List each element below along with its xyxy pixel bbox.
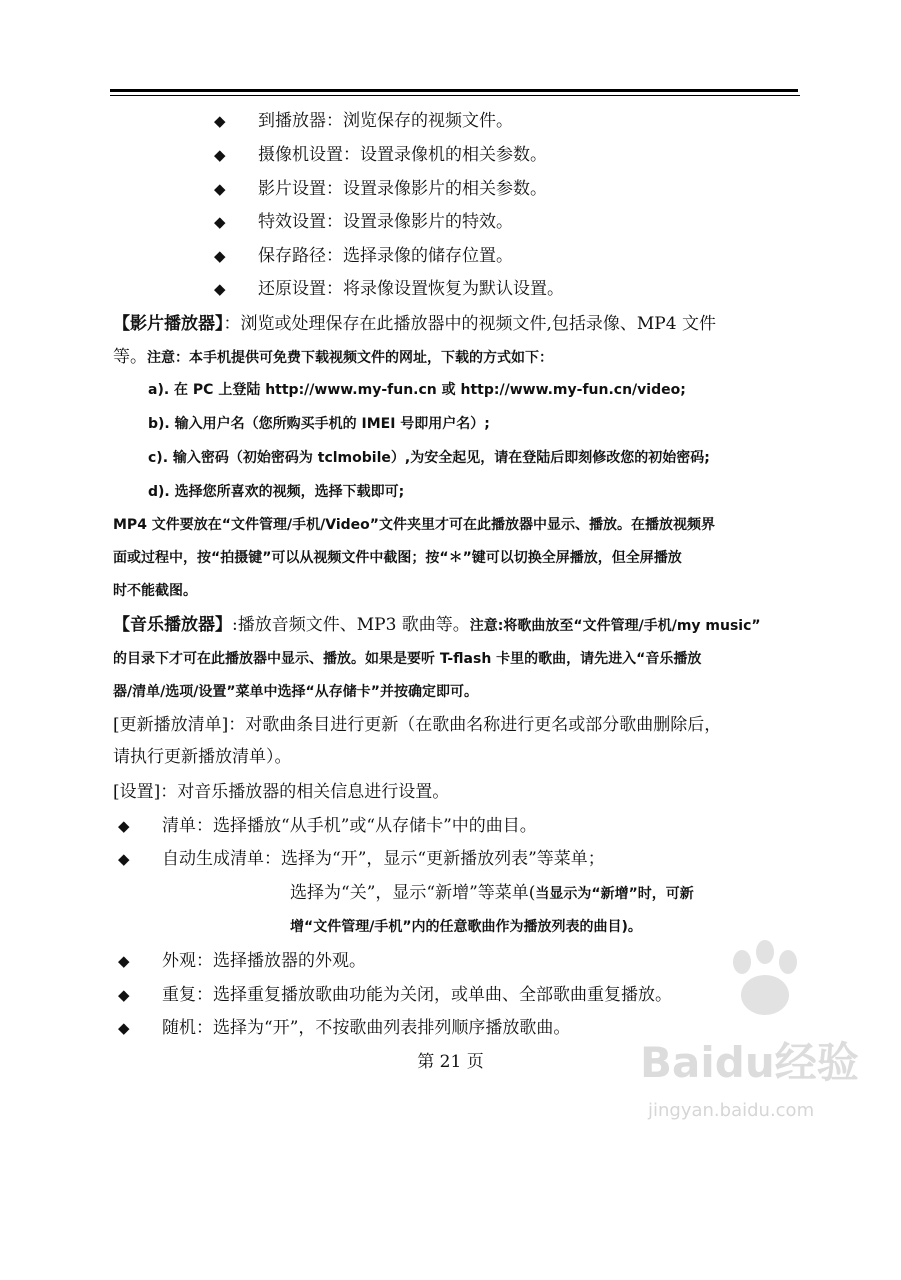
list-item: 影片设置：设置录像影片的相关参数。 [258, 179, 547, 199]
diamond-bullet-icon: ◆ [118, 850, 130, 868]
diamond-bullet-icon: ◆ [118, 817, 130, 835]
settings-item-playlist: 清单：选择播放“从手机”或“从存储卡”中的曲目。 [162, 816, 537, 836]
list-item: 特效设置：设置录像影片的特效。 [258, 212, 513, 232]
download-step-c: c). 输入密码（初始密码为 tclmobile）,为安全起见，请在登陆后即刻修改您的初始密码; [148, 450, 710, 466]
diamond-bullet-icon: ◆ [214, 112, 226, 130]
diamond-bullet-icon: ◆ [214, 213, 226, 231]
settings-item-shuffle: 随机：选择为“开”，不按歌曲列表排列顺序播放歌曲。 [162, 1018, 571, 1038]
video-player-line-1 [113, 313, 716, 335]
mp4-note-line: 面或过程中，按“拍摄键”可以从视频文件中截图；按“＊”键可以切换全屏播放，但全屏播放 [113, 550, 682, 566]
mp4-note-line: 时不能截图。 [113, 583, 197, 599]
download-step-b: b). 输入用户名（您所购买手机的 IMEI 号即用户名）; [148, 416, 490, 432]
paw-icon [720, 940, 810, 1020]
baidu-watermark [640, 940, 880, 1240]
download-step-a: a). 在 PC 上登陆 http://www.my-fun.cn 或 http://www.my-fun.cn/video; [148, 382, 686, 398]
settings-item-auto-playlist: 自动生成清单：选择为“开”，显示“更新播放列表”等菜单； [162, 849, 605, 869]
header-rule-thin [110, 95, 800, 96]
download-step-d: d). 选择您所喜欢的视频，选择下载即可; [148, 484, 405, 500]
music-note-line: 器/清单/选项/设置”菜单中选择“从存储卡”并按确定即可。 [113, 684, 478, 700]
diamond-bullet-icon: ◆ [118, 986, 130, 1004]
auto-playlist-continuation [290, 882, 694, 905]
update-playlist-line: 请执行更新播放清单）。 [113, 747, 292, 767]
list-item: 到播放器：浏览保存的视频文件。 [258, 111, 513, 131]
auto-playlist-off-text: 选择为“关”，显示“新增”等菜单( [290, 883, 536, 903]
watermark-logo: Baidu经验 [640, 1038, 859, 1087]
diamond-bullet-icon: ◆ [118, 952, 130, 970]
auto-playlist-off-note: 当显示为“新增”时，可新 [535, 886, 694, 902]
auto-playlist-continuation-2: 增“文件管理/手机”内的任意歌曲作为播放列表的曲目)。 [290, 919, 642, 935]
music-player-heading: 【音乐播放器】 [113, 615, 232, 635]
watermark-url: jingyan.baidu.com [648, 1100, 815, 1121]
music-player-note: 注意:将歌曲放至“文件管理/手机/my music” [469, 618, 761, 634]
diamond-bullet-icon: ◆ [214, 247, 226, 265]
list-item: 还原设置：将录像设置恢复为默认设置。 [258, 279, 564, 299]
video-player-line-2 [113, 346, 553, 369]
list-item: 摄像机设置：设置录像机的相关参数。 [258, 145, 547, 165]
music-player-desc: :播放音频文件、MP3 歌曲等。 [232, 615, 470, 635]
header-rule-thick [110, 89, 798, 92]
settings-line: [设置]：对音乐播放器的相关信息进行设置。 [113, 782, 450, 802]
mp4-note-line: MP4 文件要放在“文件管理/手机/Video”文件夹里才可在此播放器中显示、播放。在播放视频界 [113, 517, 715, 533]
settings-item-skin: 外观：选择播放器的外观。 [162, 951, 366, 971]
diamond-bullet-icon: ◆ [118, 1019, 130, 1037]
diamond-bullet-icon: ◆ [214, 280, 226, 298]
diamond-bullet-icon: ◆ [214, 146, 226, 164]
list-item: 保存路径：选择录像的储存位置。 [258, 246, 513, 266]
page-number: 第 21 页 [417, 1052, 484, 1072]
settings-item-repeat: 重复：选择重复播放歌曲功能为关闭，或单曲、全部歌曲重复播放。 [162, 985, 672, 1005]
video-player-desc-end: 等。 [113, 347, 147, 367]
video-player-desc: ：浏览或处理保存在此播放器中的视频文件,包括录像、MP4 文件 [223, 314, 716, 334]
music-player-line-1 [113, 614, 761, 637]
video-player-heading: 【影片播放器】 [113, 314, 224, 334]
update-playlist-line: [更新播放清单]：对歌曲条目进行更新（在歌曲名称进行更名或部分歌曲删除后， [113, 715, 722, 735]
music-note-line: 的目录下才可在此播放器中显示、播放。如果是要听 T-flash 卡里的歌曲，请先进入“音乐播放 [113, 651, 702, 667]
diamond-bullet-icon: ◆ [214, 180, 226, 198]
video-player-note: 注意：本手机提供可免费下载视频文件的网址，下载的方式如下： [147, 350, 553, 366]
